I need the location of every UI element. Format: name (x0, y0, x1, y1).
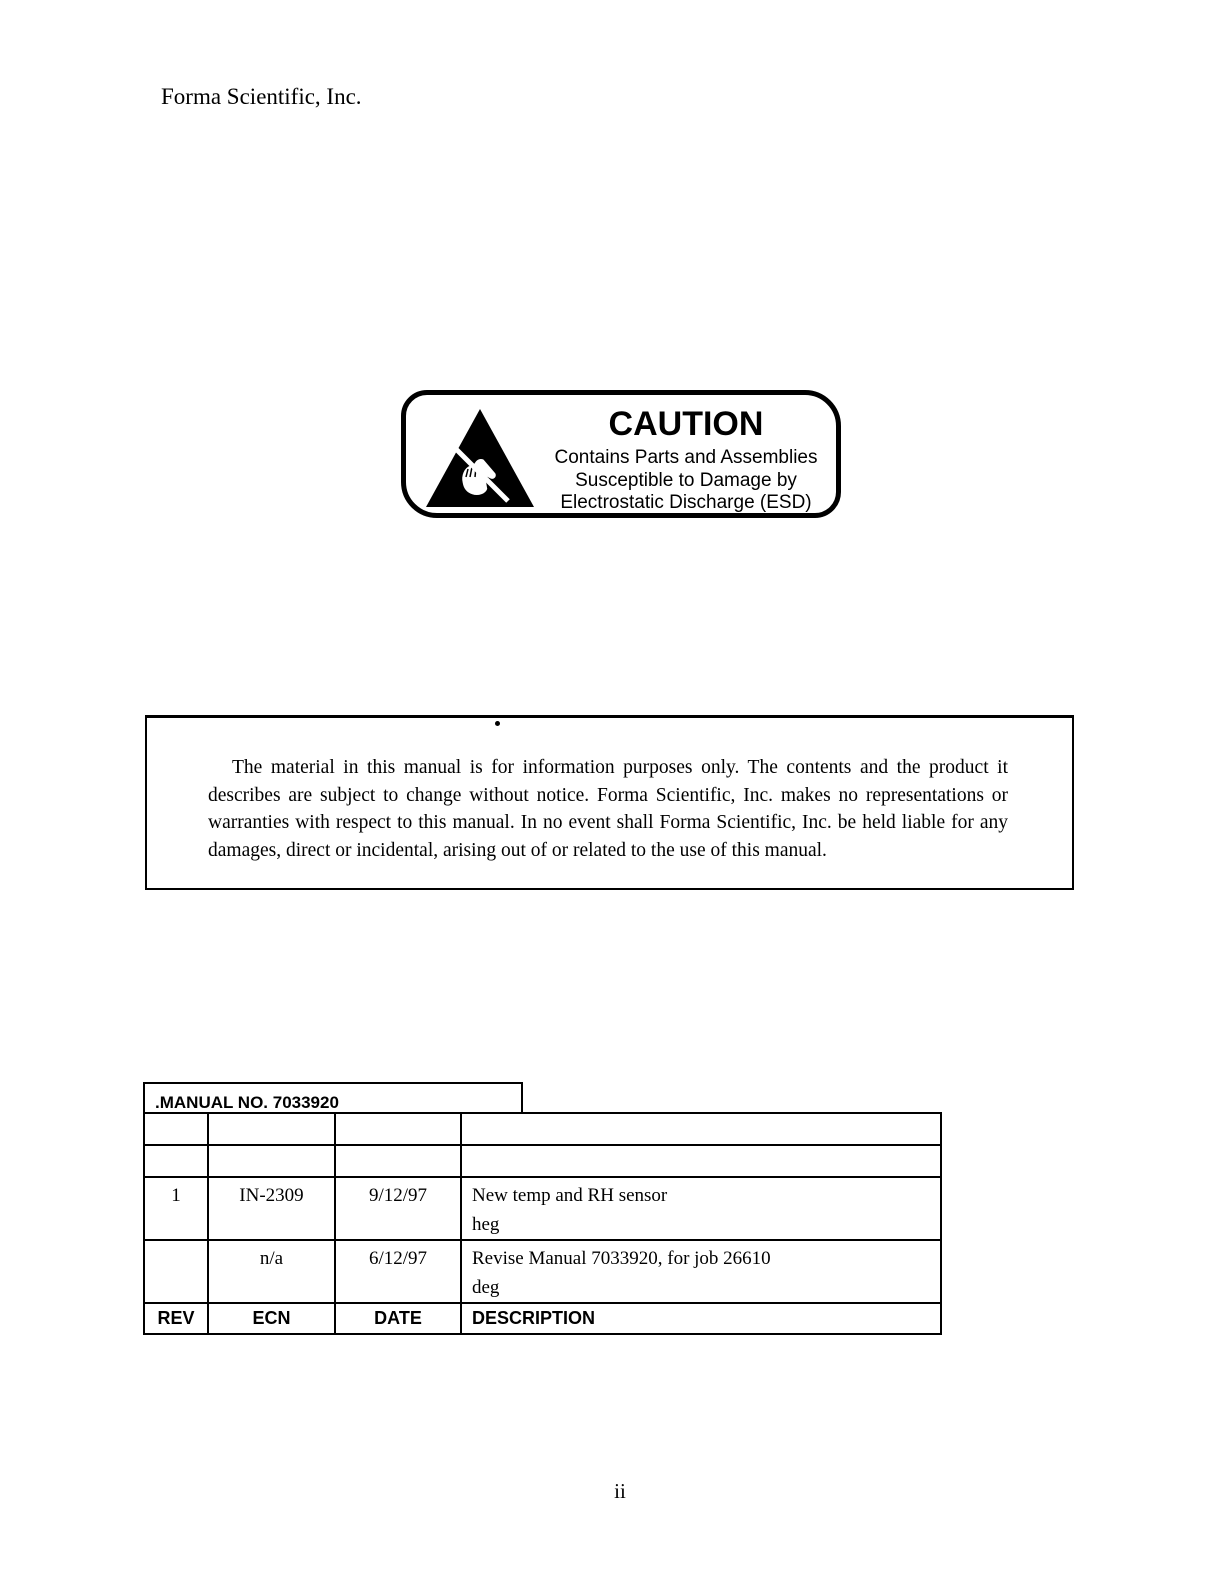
caution-title: CAUTION (608, 405, 764, 443)
table-header-row (144, 1303, 941, 1334)
page-number: ii (614, 1479, 626, 1503)
date-header: DATE (335, 1303, 461, 1334)
disclaimer-text: The material in this manual is for information purposes only. The contents and the product it describes are subject to change without notice. Forma Scientific, Inc. makes no representations or warranties with respect to this manual. In no event shall Forma Scientific, Inc. be held liable for any damages, direct or incidental, arising out of or related to the use of this manual. (208, 757, 1008, 861)
rev-cell: 1 (171, 1185, 181, 1206)
table-row (144, 1145, 941, 1177)
table-row (144, 1177, 941, 1240)
caution-line: Electrostatic Discharge (ESD) (560, 492, 812, 513)
initials-cell: heg (472, 1214, 500, 1235)
bullet-mark (495, 721, 500, 726)
caution-line: Susceptible to Damage by (575, 470, 797, 491)
description-cell: New temp and RH sensor (472, 1185, 668, 1206)
description-cell: Revise Manual 7033920, for job 26610 (472, 1248, 771, 1269)
esd-warning-triangle-icon (422, 405, 538, 511)
manual-number-label: .MANUAL NO. 7033920 (155, 1093, 339, 1112)
ecn-header: ECN (208, 1303, 335, 1334)
description-header: DESCRIPTION (461, 1303, 941, 1334)
esd-caution-label (401, 390, 841, 518)
revision-table (143, 1112, 942, 1335)
rev-cell (145, 1241, 207, 1248)
table-row (144, 1240, 941, 1303)
company-name: Forma Scientific, Inc. (161, 84, 362, 109)
date-cell: 6/12/97 (368, 1248, 428, 1269)
rev-header: REV (144, 1303, 208, 1334)
initials-cell: deg (472, 1277, 500, 1298)
ecn-cell: IN-2309 (239, 1185, 304, 1206)
disclaimer-box (145, 715, 1074, 890)
table-row (144, 1113, 941, 1145)
manual-number-cell (143, 1082, 523, 1114)
caution-line: Contains Parts and Assemblies (554, 447, 818, 468)
date-cell: 9/12/97 (368, 1185, 428, 1206)
ecn-cell: n/a (259, 1248, 284, 1269)
